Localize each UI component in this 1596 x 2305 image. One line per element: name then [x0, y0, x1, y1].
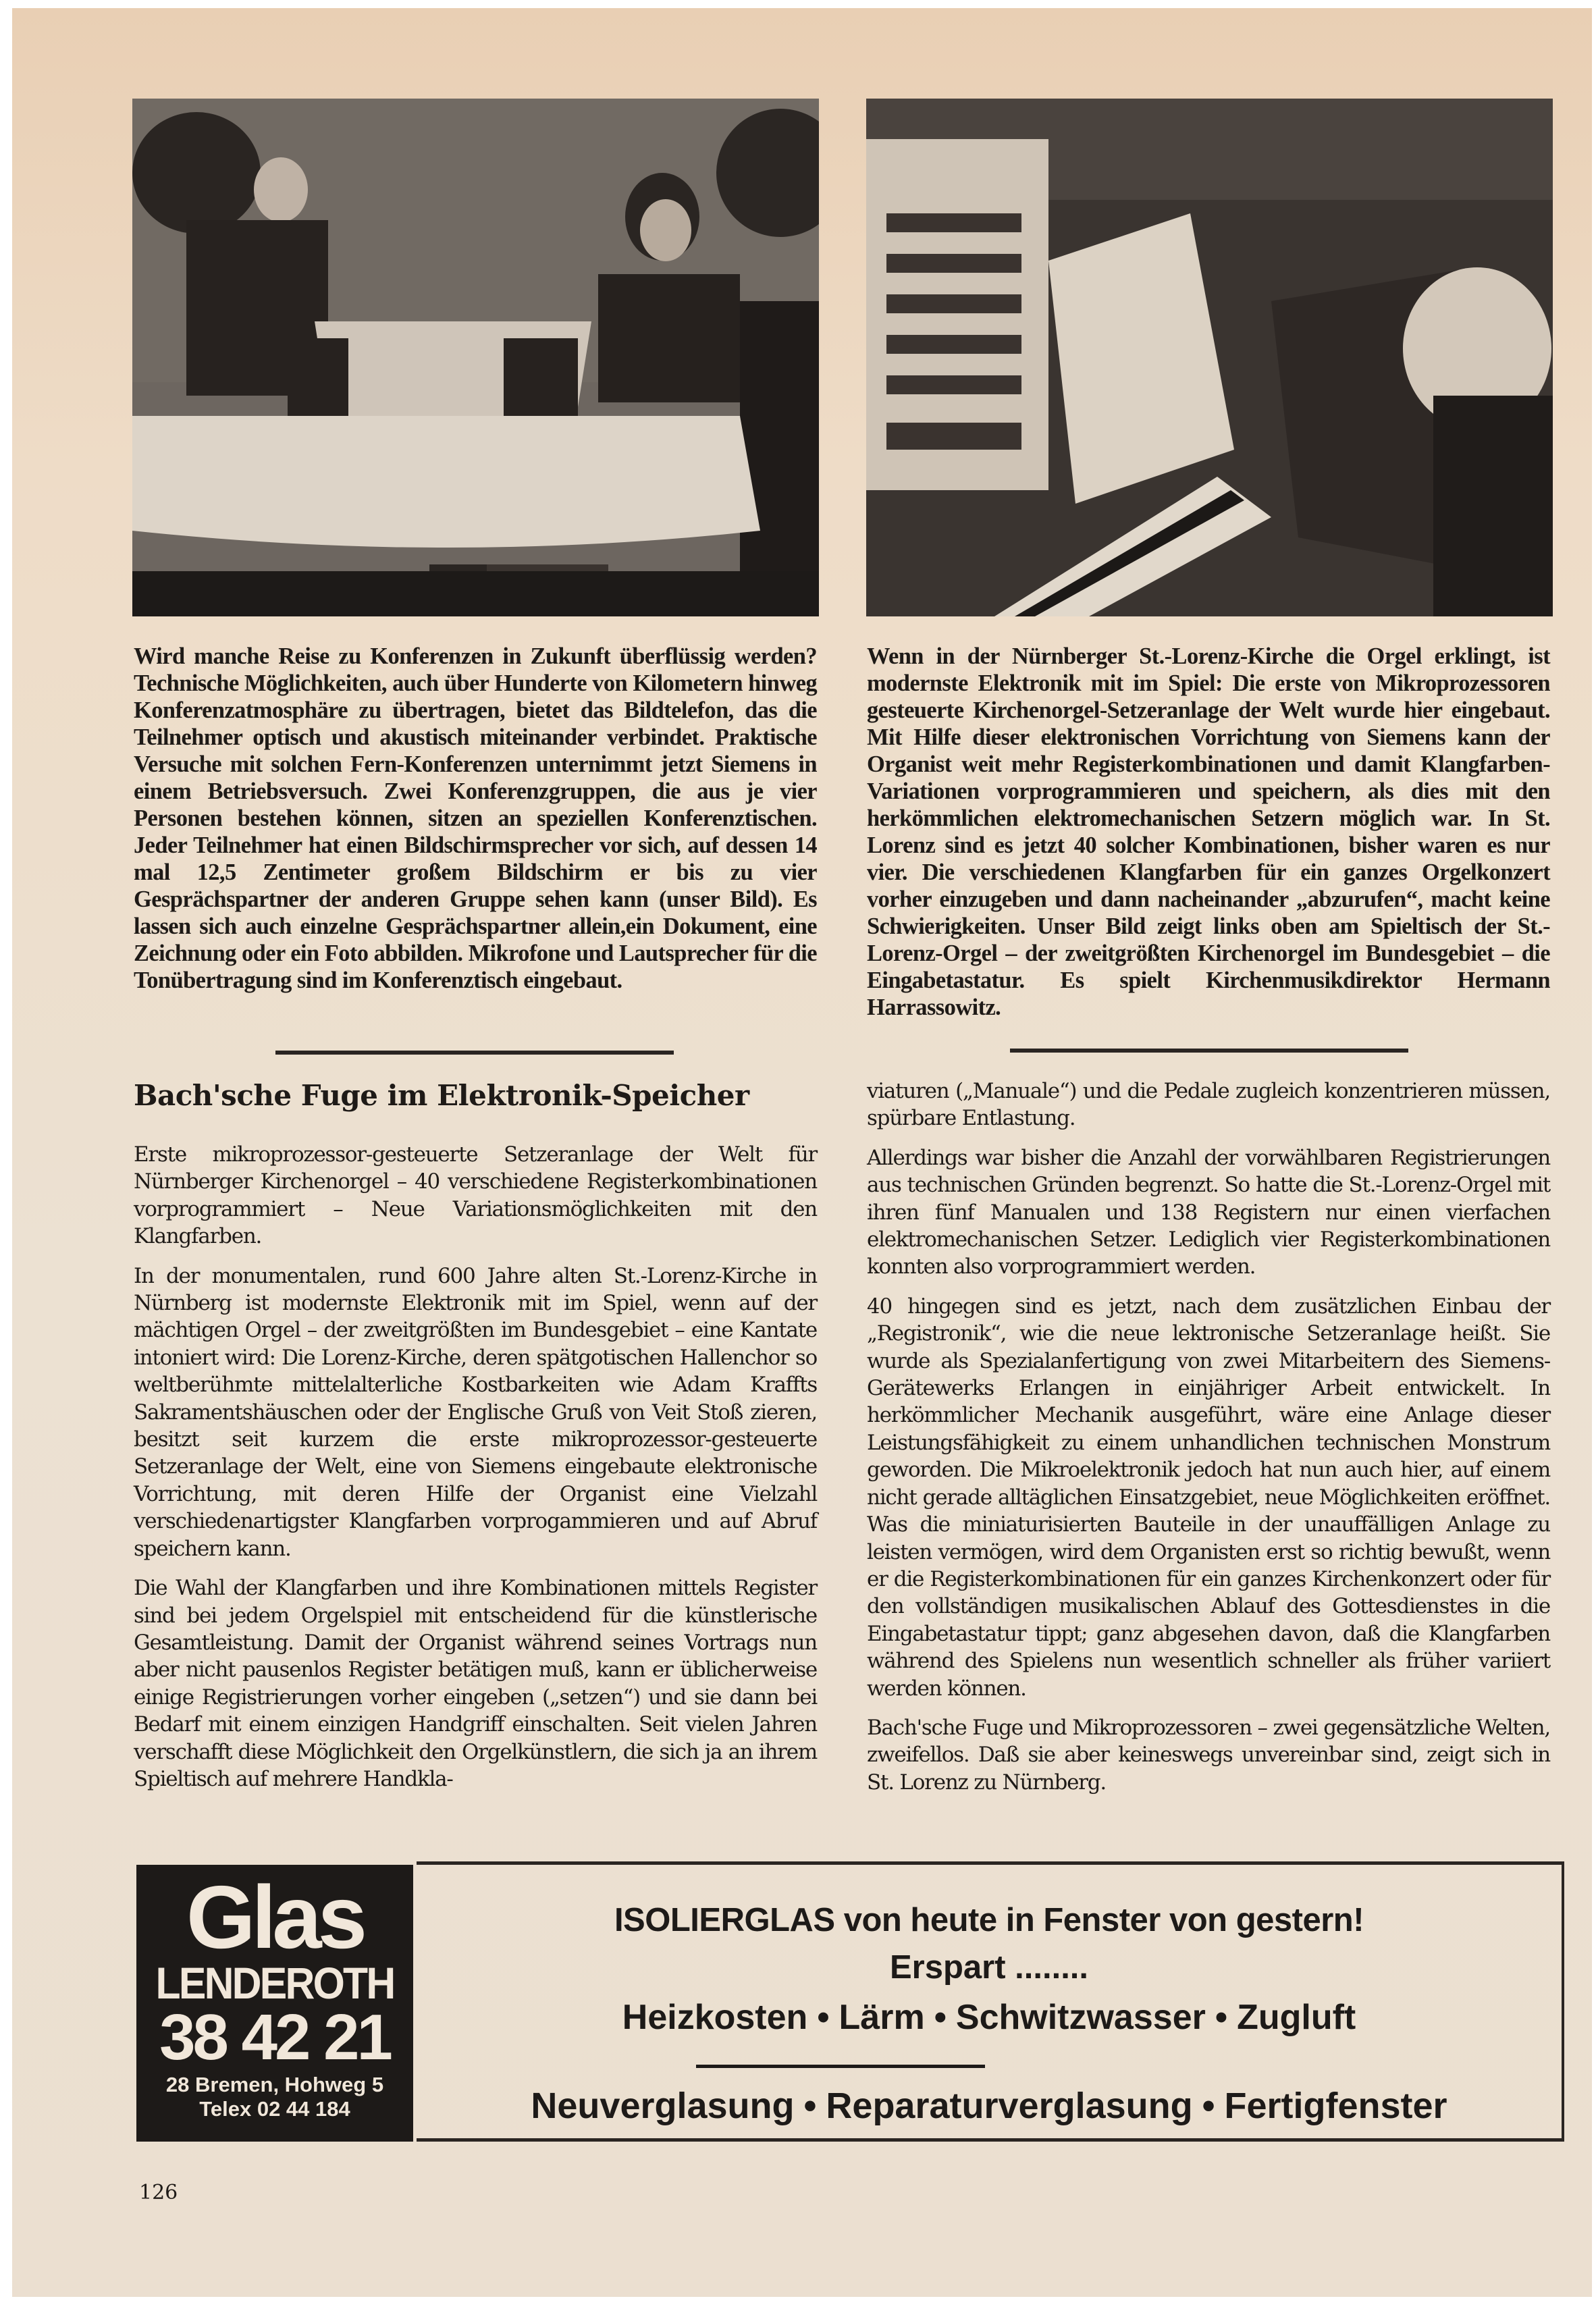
caption-organ: Wenn in der Nürnberger St.-Lorenz-Kirche die Orgel erklingt, ist modernste Elektronik mit im Spiel: Die erste von Mikroprozessoren gesteuerte Kirchenorgel-Setzeranlage der Welt wurde hier eingebaut. Mit Hilfe dieser elektronischen Vorrichtung von Siemens kann der Organist weit mehr Registerkombinationen und damit Klangfarben-Variationen vorprogrammieren und speichern, als dies mit den herkömmlichen elektromechanischen Setzern möglich war. In St. Lorenz sind es jetzt 40 solcher Kombinationen, bisher waren es nur vier. Die verschiedenen Klangfarben für ein ganzes Orgelkonzert vorher einzugeben und dann nacheinander „abzurufen“, macht keine Schwierigkeiten. Unser Bild zeigt links oben am Spieltisch der St.-Lorenz-Orgel – der zweitgrößten Kirchenorgel im Bundesgebiet – die Eingabetastatur. Es spielt Kirchenmusikdirektor Hermann Harrassowitz.: [867, 643, 1550, 1020]
ad-brand: Glas: [186, 1867, 364, 1967]
ad-telex: Telex 02 44 184: [199, 2097, 350, 2121]
article-headline: Bach'sche Fuge im Elektronik-Speicher: [134, 1079, 749, 1112]
bullet-icon: •: [934, 1998, 947, 2037]
article-paragraph: 40 hingegen sind es jetzt, nach dem zusätzlichen Einbau der „Registronik“, wie die neue lektronische Setzeranlage heißt. Sie wurde als Spezialanfertigung von zwei Mitarbeitern des Siemens-Gerätewerks Erlangen in einjähriger Arbeit entwickelt. In herkömmlicher Mechanik ausgeführt, wäre eine Anlage dieser Leistungsfähigkeit zu einem unhandlichen technischen Monstrum geworden. Die Mikroelektronik jedoch hat nun auch hier, auf einem nicht gerade alltäglichen Einsatzgebiet, neue Möglichkeiten eröffnet. Was die miniaturisierten Bauteile in der unauffälligen Anlage zu leisten vermögen, wird dem Organisten erst so richtig bewußt, wenn er die Registerkombinationen für ein ganzes Kirchenkonzert oder für den vollständigen musikalischen Ablauf des Gottesdienstes in die Eingabetastatur tippt; ganz abgesehen davon, daß die Klangfarben während des Spielens nun wesentlich schneller als früher variiert werden können.: [867, 1294, 1550, 1701]
photo-organ-console: [866, 99, 1553, 616]
ad-benefits: [417, 1997, 1562, 2038]
article-paragraph: Allerdings war bisher die Anzahl der vorwählbaren Registrierungen aus technischen Gründen begrenzt. So hatte die St.-Lorenz-Orgel mit ihren fünf Manualen und 138 Registern nur einen vierfachen elektromechanischen Setzer. Lediglich vier Registerkombinationen konnten also vorprogrammiert werden.: [867, 1145, 1550, 1279]
page-number: 126: [139, 2181, 178, 2204]
ad-service: Reparaturverglasung: [826, 2086, 1193, 2126]
article-paragraph: Bach'sche Fuge und Mikroprozessoren – zwei gegensätzliche Welten, zweifellos. Daß sie aber keineswegs unvereinbar sind, zeigt sich in St. Lorenz zu Nürnberg.: [867, 1715, 1550, 1795]
ad-benefit: Zugluft: [1237, 1998, 1356, 2037]
ad-subline: Erspart ........: [889, 1949, 1089, 1986]
conference-photo-illustration: [132, 99, 819, 616]
ad-address: 28 Bremen, Hohweg 5: [165, 2073, 384, 2096]
divider-left: [275, 1051, 674, 1055]
ad-phone: 38 42 21: [159, 2001, 390, 2073]
article-paragraph: In der monumentalen, rund 600 Jahre alten St.-Lorenz-Kirche in Nürnberg ist modernste Elektronik mit im Spiel, wenn auf der mächtigen Orgel – der zweitgrößten im Bundesgebiet – eine Kantate intoniert wird: Die Lorenz-Kirche, deren spätgotischen Hallenchor so weltberühmte mittelalterliche Kostbarkeiten wie Adam Kraffts Sakramentshäuschen oder der Englische Gruß von Veit Stoß zieren, besitzt seit kurzem die erste mikroprozessor-gesteuerte Setzeranlage der Welt, eine von Siemens eingebaute elektronische Vorrichtung, mit deren Hilfe der Organist eine Vielzahl verschiedenartigster Klangfarben vorprogammieren und auf Abruf speichern kann.: [134, 1263, 817, 1561]
ad-headline: ISOLIERGLAS von heute in Fenster von gestern!: [614, 1902, 1364, 1938]
ad-benefit: Heizkosten: [622, 1998, 808, 2037]
article-lead: Erste mikroprozessor-gesteuerte Setzeranlage der Welt für Nürnberger Kirchenorgel – 40 verschiedene Registerkombinationen vorprogrammiert – Neue Variationsmöglichkeiten mit den Klangfarben.: [134, 1142, 817, 1249]
ad-divider: [696, 2065, 985, 2068]
ad-benefit: Schwitzwasser: [955, 1998, 1206, 2037]
organ-photo-illustration: [866, 99, 1553, 616]
ad-service: Fertigfenster: [1224, 2086, 1447, 2126]
ad-text-block: [417, 1861, 1564, 2142]
ad-benefit: Lärm: [839, 1998, 925, 2037]
ad-company: LENDEROTH: [155, 1958, 394, 2008]
bullet-icon: •: [1215, 1998, 1228, 2037]
caption-video-conference: Wird manche Reise zu Konferenzen in Zukunft überflüssig werden? Technische Möglichkeiten, auch über Hunderte von Kilometern hinweg Konferenzatmosphäre zu übertragen, bietet das Bildtelefon, das die Teilnehmer optisch und akustisch miteinander verbindet. Praktische Versuche mit solchen Fern-Konferenzen unternimmt jetzt Siemens in einem Betriebsversuch. Zwei Konferenzgruppen, die aus je vier Personen bestehen können, sitzen an speziellen Konferenztischen. Jeder Teilnehmer hat einen Bildschirmsprecher vor sich, auf dessen 14 mal 12,5 Zentimeter großem Bildschirm er bis zu vier Gesprächspartner der anderen Gruppe sehen kann (unser Bild). Es lassen sich auch einzelne Gesprächspartner allein,ein Dokument, eine Zeichnung oder ein Foto abbilden. Mikrofone und Lautsprecher für die Tonübertragung sind im Konferenztisch eingebaut.: [134, 643, 817, 993]
divider-right: [1010, 1049, 1408, 1053]
article-paragraph: Die Wahl der Klangfarben und ihre Kombinationen mittels Register sind bei jedem Orgelspiel mit entscheidend für die künstlerische Gesamtleistung. Damit der Organist während seines Vortrags nun aber nicht pausenlos Register betätigen muß, kann er üblicherweise einige Registrierungen vorher eingeben („setzen“) und sie dann bei Bedarf mit einem einzigen Handgriff einschalten. Seit vielen Jahren verschafft diese Möglichkeit den Orgelkünstlern, die sich ja an ihrem Spieltisch auf mehrere Handkla-: [134, 1576, 817, 1791]
article-column-right: [867, 1078, 1550, 1808]
bullet-icon: •: [803, 2086, 817, 2126]
article-paragraph: viaturen („Manuale“) und die Pedale zugleich konzentrieren müssen, spürbare Entlastung.: [867, 1079, 1550, 1131]
article-column-left: [134, 1141, 817, 1805]
ad-service: Neuverglasung: [531, 2086, 795, 2126]
ad-logo-block: [136, 1865, 413, 2142]
photo-video-conference: [132, 99, 819, 616]
bullet-icon: •: [817, 1998, 830, 2037]
ad-services: [417, 2085, 1562, 2127]
bullet-icon: •: [1202, 2086, 1215, 2126]
